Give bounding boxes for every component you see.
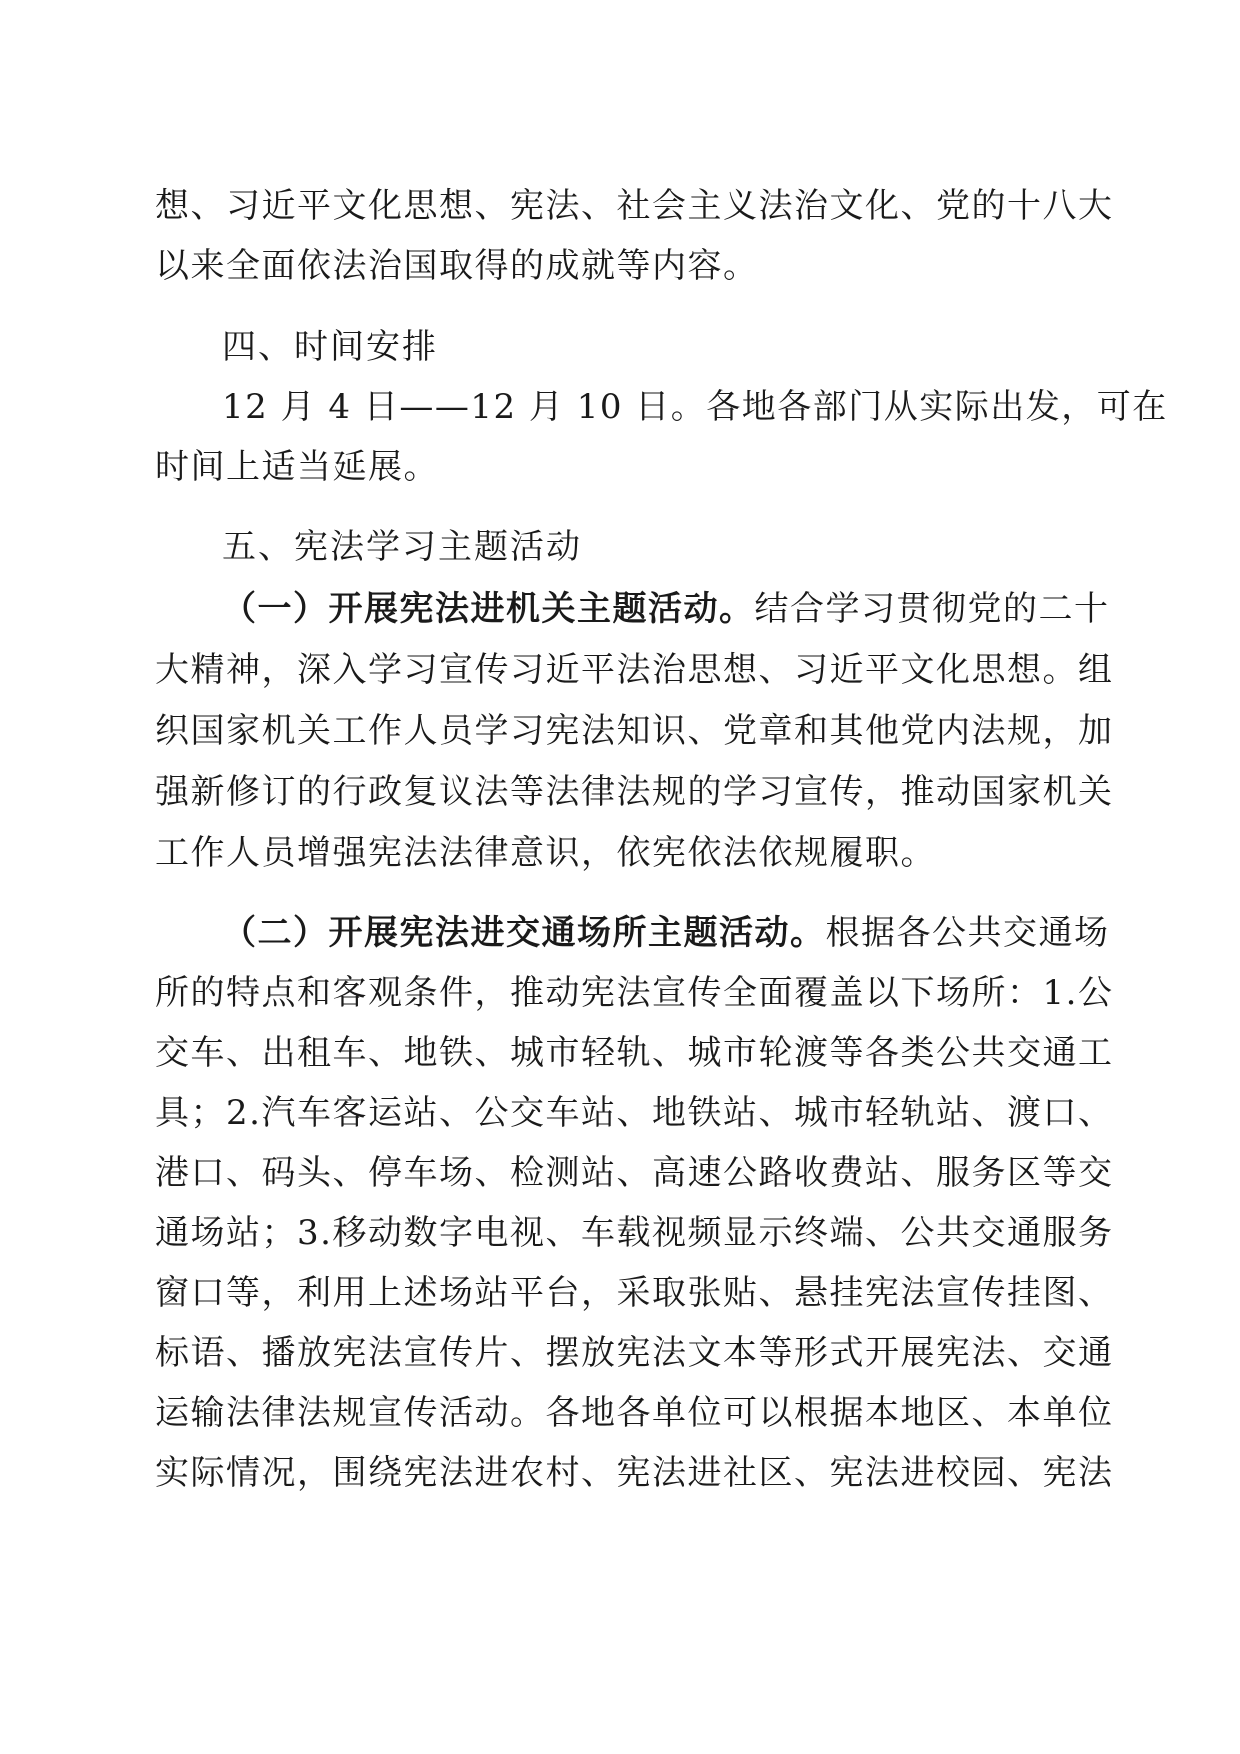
text-line: 实际情况，围绕宪法进农村、宪法进社区、宪法进校园、宪法 <box>155 1453 1114 1493</box>
text-line: 通场站；3.移动数字电视、车载视频显示终端、公共交通服务 <box>155 1213 1114 1253</box>
text-line: 想、习近平文化思想、宪法、社会主义法治文化、党的十八大 <box>155 186 1114 226</box>
text-line: 所的特点和客观条件，推动宪法宣传全面覆盖以下场所：1.公 <box>155 973 1114 1013</box>
text-line: 标语、播放宪法宣传片、摆放宪法文本等形式开展宪法、交通 <box>155 1333 1114 1373</box>
text-line: 强新修订的行政复议法等法律法规的学习宣传，推动国家机关 <box>155 772 1114 812</box>
text-line: 运输法律法规宣传活动。各地各单位可以根据本地区、本单位 <box>155 1393 1114 1433</box>
text-line: 以来全面依法治国取得的成就等内容。 <box>155 246 759 286</box>
text-line: 具；2.汽车客运站、公交车站、地铁站、城市轻轨站、渡口、 <box>155 1093 1114 1133</box>
text-line: 织国家机关工作人员学习宪法知识、党章和其他党内法规，加 <box>155 711 1114 751</box>
paragraph-first-line <box>222 589 1110 629</box>
text-line: 交车、出租车、地铁、城市轻轨、城市轮渡等各类公共交通工 <box>155 1033 1114 1073</box>
text-line: 12 月 4 日——12 月 10 日。各地各部门从实际出发，可在 <box>222 387 1168 427</box>
text-run: 结合学习贯彻党的二十 <box>754 589 1110 629</box>
text-run: 根据各公共交通场 <box>825 913 1110 953</box>
section-heading-schedule: 四、时间安排 <box>222 327 438 367</box>
text-line: 窗口等，利用上述场站平台，采取张贴、悬挂宪法宣传挂图、 <box>155 1273 1114 1313</box>
text-line: 港口、码头、停车场、检测站、高速公路收费站、服务区等交 <box>155 1153 1114 1193</box>
section-heading-activities: 五、宪法学习主题活动 <box>222 527 582 567</box>
paragraph-first-line <box>222 913 1110 953</box>
text-line: 工作人员增强宪法法律意识，依宪依法依规履职。 <box>155 833 936 873</box>
text-line: 大精神，深入学习宣传习近平法治思想、习近平文化思想。组 <box>155 650 1114 690</box>
subheading-organs: （一）开展宪法进机关主题活动。 <box>222 589 755 629</box>
text-line: 时间上适当延展。 <box>155 447 439 487</box>
subheading-transport: （二）开展宪法进交通场所主题活动。 <box>222 913 826 953</box>
